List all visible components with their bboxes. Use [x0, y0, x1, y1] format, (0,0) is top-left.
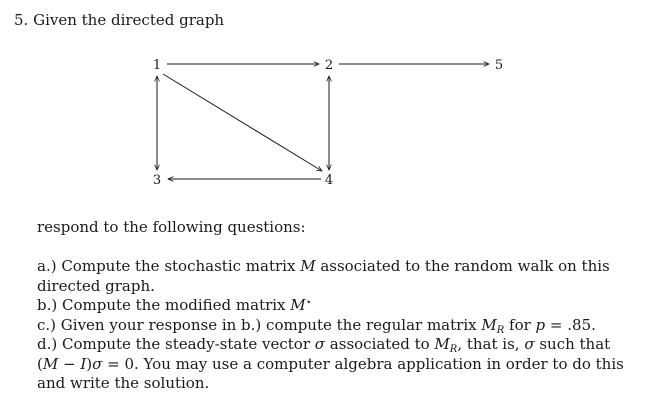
- node-label-4: 4: [324, 173, 334, 188]
- node-label-5: 5: [494, 58, 504, 73]
- problem-number: 5.: [14, 11, 29, 29]
- question-list: [37, 257, 627, 394]
- question-d: d.) Compute the steady-state vector σ associated to $M_R$, that is, σ such that (M − I)σ = 0. You may use a computer algebra application in order to do this and write the solution.: [37, 335, 624, 392]
- node-label-3: 3: [152, 173, 162, 188]
- question-a: a.) Compute the stochastic matrix M associated to the random walk on this directed graph.: [37, 257, 610, 295]
- node-label-2: 2: [324, 58, 334, 73]
- intro-text: respond to the following questions:: [37, 218, 306, 236]
- edge-1-4: [163, 74, 322, 171]
- question-c: c.) Given your response in b.) compute the regular matrix $M_R$ for p = .85.: [37, 315, 596, 336]
- problem-title: Given the directed graph: [33, 11, 225, 29]
- question-b: b.) Compute the modified matrix M⋆: [37, 296, 312, 314]
- node-label-1: 1: [152, 58, 162, 73]
